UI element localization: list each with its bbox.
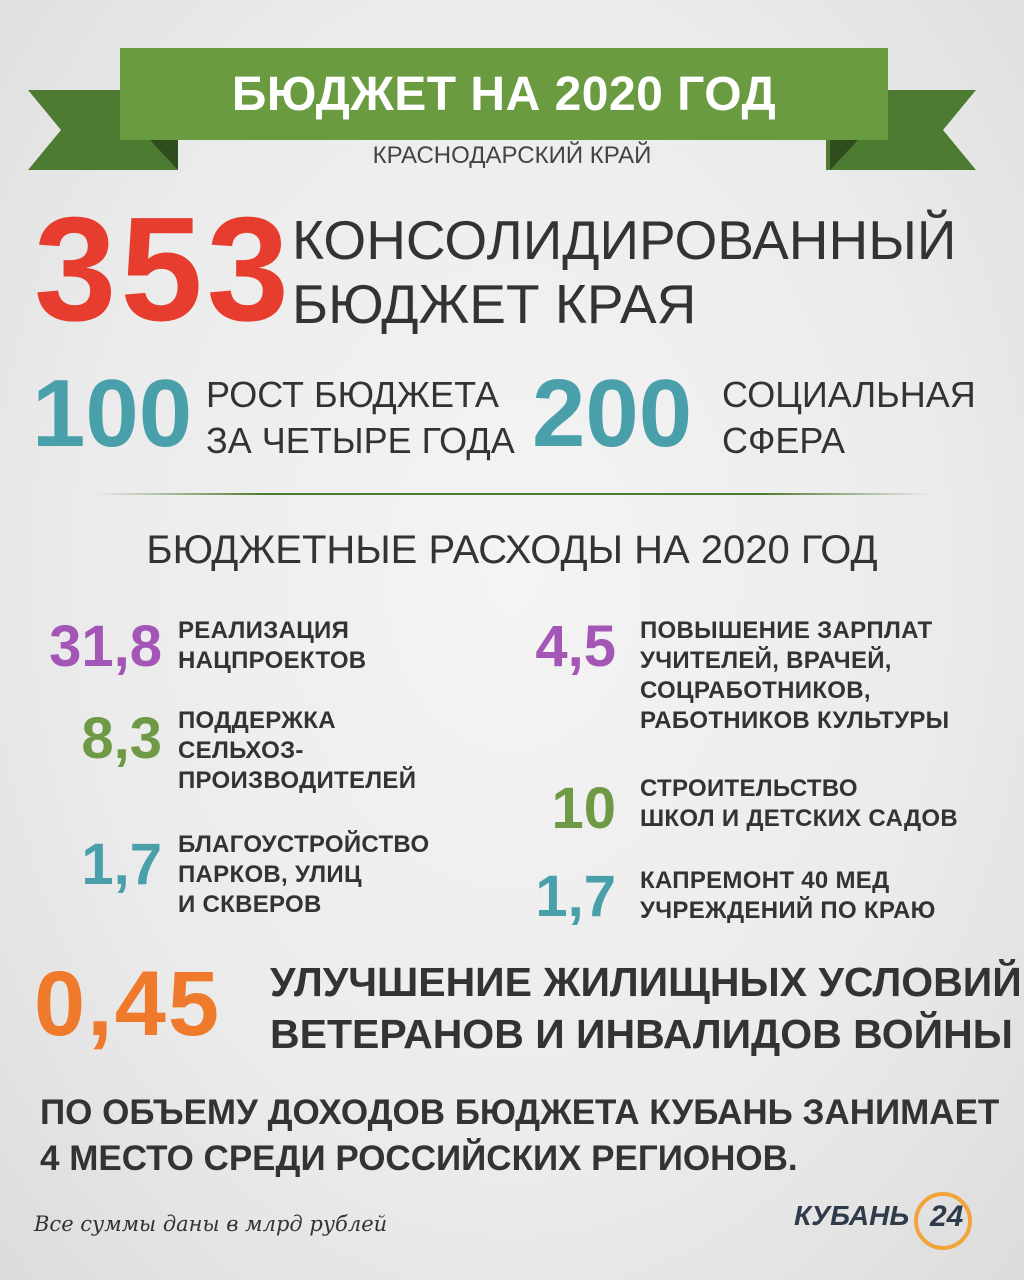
expense-label-medical: КАПРЕМОНТ 40 МЕД УЧРЕЖДЕНИЙ ПО КРАЮ: [640, 867, 936, 924]
social-sphere-label: СОЦИАЛЬНАЯ СФЕРА: [722, 374, 976, 461]
veterans-housing-value: 0,45: [34, 953, 222, 1055]
consolidated-budget-label: КОНСОЛИДИРОВАННЫЙ БЮДЖЕТ КРАЯ: [292, 209, 957, 335]
budget-growth-label: РОСТ БЮДЖЕТА ЗА ЧЕТЫРЕ ГОДА: [206, 374, 515, 461]
region-subtitle: КРАСНОДАРСКИЙ КРАЙ: [372, 142, 652, 169]
title-ribbon: [120, 48, 888, 140]
section-divider: [95, 493, 930, 495]
expense-label-salaries: ПОВЫШЕНИЕ ЗАРПЛАТ УЧИТЕЛЕЙ, ВРАЧЕЙ, СОЦРАБОТНИКОВ, РАБОТНИКОВ КУЛЬТУРЫ: [640, 617, 950, 734]
expense-label-schools: СТРОИТЕЛЬСТВО ШКОЛ И ДЕТСКИХ САДОВ: [640, 775, 958, 832]
currency-note: Все суммы даны в млрд рублей: [34, 1212, 388, 1236]
expense-value-parks: 1,7: [81, 832, 162, 897]
expense-label-agriculture: ПОДДЕРЖКА СЕЛЬХОЗ- ПРОИЗВОДИТЕЛЕЙ: [178, 707, 417, 794]
expense-value-salaries: 4,5: [535, 614, 616, 679]
expense-value-medical: 1,7: [535, 864, 616, 929]
ranking-statement: ПО ОБЪЕМУ ДОХОДОВ БЮДЖЕТА КУБАНЬ ЗАНИМАЕТ 4 МЕСТО СРЕДИ РОССИЙСКИХ РЕГИОНОВ.: [40, 1093, 1000, 1178]
expenses-title: БЮДЖЕТНЫЕ РАСХОДЫ НА 2020 ГОД: [146, 528, 878, 572]
consolidated-budget-value: 353: [34, 187, 293, 352]
social-sphere-value: 200: [532, 360, 693, 467]
expense-value-national-projects: 31,8: [49, 614, 162, 679]
expense-value-agriculture: 8,3: [81, 706, 162, 771]
kuban24-logo: [790, 1190, 1000, 1250]
budget-growth-value: 100: [32, 360, 193, 467]
expense-value-schools: 10: [551, 776, 616, 841]
logo-text: КУБАНЬ: [794, 1200, 910, 1231]
veterans-housing-label: УЛУЧШЕНИЕ ЖИЛИЩНЫХ УСЛОВИЙ ВЕТЕРАНОВ И ИНВАЛИДОВ ВОЙНЫ: [270, 959, 1022, 1057]
expense-label-parks: БЛАГОУСТРОЙСТВО ПАРКОВ, УЛИЦ И СКВЕРОВ: [178, 831, 430, 918]
page-title: БЮДЖЕТ НА 2020 ГОД: [231, 67, 777, 121]
expense-label-national-projects: РЕАЛИЗАЦИЯ НАЦПРОЕКТОВ: [178, 617, 367, 674]
logo-number: 24: [930, 1200, 964, 1233]
